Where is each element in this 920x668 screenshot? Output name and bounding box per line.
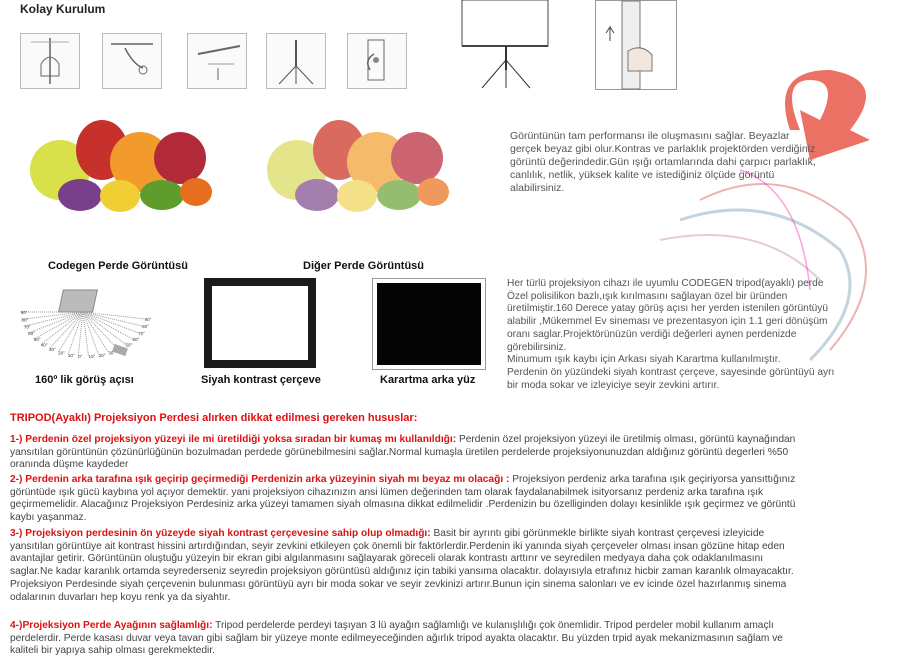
angle-ray <box>83 312 145 319</box>
angle-label: 80° <box>142 324 149 330</box>
angle-label: 10° <box>67 352 75 358</box>
angle-label: 20° <box>58 350 65 356</box>
angle-ray <box>24 312 83 326</box>
angle-label: 50° <box>33 337 41 343</box>
angle-ray <box>83 312 138 333</box>
angle-label: 0° <box>78 354 83 360</box>
tripod-description: Her türlü projeksiyon cihazı ile uyumlu CODEGEN tripod(ayaklı) perde Özel polisilikon bazlı,ışık kırılmasını sağlayan özel bir üründen üretilmiştir.160 Derece yatay görüş açısı her yerden istenilen görüntüyü alabilir ,Mükemmel Ev sineması ve prezentasyon için 1.1 geri dönüşüm oranı saglar.Projektörünüzün verdiği değerleri aynen perdenizde görebilirsiniz. Minumum ışık kaybı için Arkası siyah Karartma kullanılmıştır. Perdenin ön yüzündeki siyah kontrast çerçeve, sayesinde görüntüyü ayrı bir moda sokar ve izleyiciye seyir zevkini artırır. <box>507 278 835 391</box>
view-angle-caption: 160º lik görüş açısı <box>35 374 134 386</box>
angle-ray <box>49 312 83 349</box>
angle-label: 90° <box>144 316 152 322</box>
note-2: 2-) Perdenin arka tarafına ışık geçirip geçirmediği Perdenizin arka yüzeyinin siyah mı beyaz mı olacağı : Projeksiyon perdeniz arka tarafına ışık geçiriyorsa yansıttığınız görüntüde ışık gücü kaybına yol açıyor demektir. yani projeksiyon cihazınızın ansi lümen değerinden tam olarak faydalanabilmek isityorsanız perdeniz arka tarafına ışık geçirmemelidir. Alacağınız Projeksiyon Perdesiniz arka yüzeyi tamamen siyah olmasına dikkat edilmelidir .Perdenizin bu özelliginden dolayı kesinlikle ışık geçirmez ve görüntü kaybı yaşanmaz. <box>10 474 796 524</box>
angle-ray <box>34 312 83 339</box>
note-1: 1-) Perdenin özel projeksiyon yüzeyi ile mi üretildiği yoksa sıradan bir kumaş mı kullanıldığı: Perdenin özel projeksiyon yüzeyi ile üretilmiş olması, görüntü kaynağından yansıtılan görüntünün çözünürlüğünün bozulmadan perdede görünebilmesini sağlar.Normal kumaşla üretilen perdelerde projeksiyonunuzdan aldığınız görüntü degerleri %50 oranında düşme kaydeder <box>10 434 796 471</box>
angle-ray <box>83 312 142 326</box>
tripod-leg-icon <box>187 33 247 89</box>
angle-label: 70° <box>23 324 31 330</box>
tripod-screen-illustration <box>460 0 552 90</box>
angle-ray <box>83 312 133 339</box>
angle-ray <box>78 312 83 356</box>
note-1-title: 1-) Perdenin özel projeksiyon yüzeyi ile mi üretildiği yoksa sıradan bir kumaş mı kullanıldığı: <box>10 434 457 445</box>
white-projection-surface <box>212 286 308 360</box>
black-border-caption: Siyah kontrast çerçeve <box>201 374 321 386</box>
blackout-caption: Karartma arka yüz <box>380 374 476 386</box>
angle-label: 90° <box>20 310 28 315</box>
viewing-angle-diagram <box>20 282 165 370</box>
codegen-screen-label: Codegen Perde Görüntüsü <box>48 260 188 272</box>
angle-ray <box>28 312 83 333</box>
note-2-title: 2-) Perdenin arka tarafına ışık geçirip geçirmediği Perdenizin arka yüzeyinin siyah mı beyaz mı olacağı : <box>10 474 510 485</box>
angle-ray <box>83 312 126 344</box>
fruit-image-codegen <box>20 100 215 218</box>
note-4-title: 4-)Projeksiyon Perde Ayağının sağlamlığı: <box>10 620 213 631</box>
note-4: 4-)Projeksiyon Perde Ayağının sağlamlığı: Tripod perdelerde perdeyi taşıyan 3 lü ayağın sağlamlığı ve kulanışlılığı çok önemlidir. Tripod perdeler mobil kullanım amaçlı perdelerdir. Perde kasası duvar veya tavan gibi sağlam bir yüzeye monte edilmeyeceğinden ağırlık tripod ayakta olacaktır. Bu yüzden trpid ayak mekanizmasının sağlam ve kaliteli bir yapıya sahip olması gerekmektedir. <box>10 620 783 657</box>
note-3-title: 3-) Projeksiyon perdesinin ön yüzeyde siyah kontrast çerçevesine sahip olup olmadığı: <box>10 528 431 539</box>
handle-lock-icon <box>347 33 407 89</box>
note-3: 3-) Projeksiyon perdesinin ön yüzeyde siyah kontrast çerçevesine sahip olup olmadığı: Basit bir ayrıntı gibi görünmekle birlikte siyah kontrast çerçevesi izleyicide yansıtılan görüntüye ait kontrast hissini artırdığından, seyir zevkini etkileyen çok önemli bir faktörlerdir.Perdenin iki yanında siyah çerçeveler olması insan gözüne hitap eden avantajlar getirir. Görüntünün oluştuğu yüzeyin bir ekran gibi algılanmasını sağlayarak göreceli olarak kontrastı arttırır ve seyredilen medyaya daha çok odaklanılmasını saglar.Ne kadar karanlık ortamda seyrederseniz seyredin projeksiyon görüntüsü aldığınız için tabiki yansıma olacaktır. dolayısıyla etrafınız hicbir zaman karanlık olmayacaktır. Projeksiyon Perdesinde siyah çerçevenin bulunması görüntüyü ayrı bir moda sokar ve seyir zevkinizi artırır.Bunun için sinema salonları ve ev icinde özel hazırlanmış sinema odalarının duvarları hep koyu renk ya da siyahtır. <box>10 528 794 603</box>
blackout-back-screen <box>372 278 486 370</box>
angle-label: 70° <box>138 330 145 336</box>
performance-text: Görüntünün tam performansı ile oluşmasını sağlar. Beyazlar gerçek beyaz gibi olur.Kontras ve parlaklık projektörden verdiğiniz görüntü değerindedir.Gün ışığı ortamlarında dahi çarpıcı parlaklık, canlılık, netlik, yüksek kalite ve istediğiniz ölçüde görüntü alabilirsiniz. <box>510 130 816 194</box>
angle-ray <box>83 312 117 349</box>
notes-heading: TRIPOD(Ayaklı) Projeksiyon Perdesi alırken dikkat edilmesi gereken hususlar: <box>10 412 418 424</box>
other-screen-label: Diğer Perde Görüntüsü <box>303 260 425 272</box>
angle-label: 60° <box>132 336 140 342</box>
hand-pull-icon <box>20 33 80 89</box>
angle-label: 30° <box>108 350 116 356</box>
page-title: Kolay Kurulum <box>20 2 106 16</box>
fruit-image-other <box>257 100 452 218</box>
clip-hook-icon <box>102 33 162 89</box>
angle-label: 10° <box>88 354 96 360</box>
angle-label: 60° <box>28 331 35 337</box>
angle-label: 20° <box>98 352 106 358</box>
tripod-open-icon <box>266 33 326 89</box>
angle-ray <box>41 312 83 345</box>
angle-label: 30° <box>49 347 56 353</box>
angle-label: 50° <box>125 342 133 348</box>
angle-label: 80° <box>21 317 29 323</box>
angle-ray <box>21 312 83 319</box>
blackout-surface <box>377 283 481 365</box>
angle-label: 40° <box>40 342 48 348</box>
black-border-screen <box>204 278 316 368</box>
